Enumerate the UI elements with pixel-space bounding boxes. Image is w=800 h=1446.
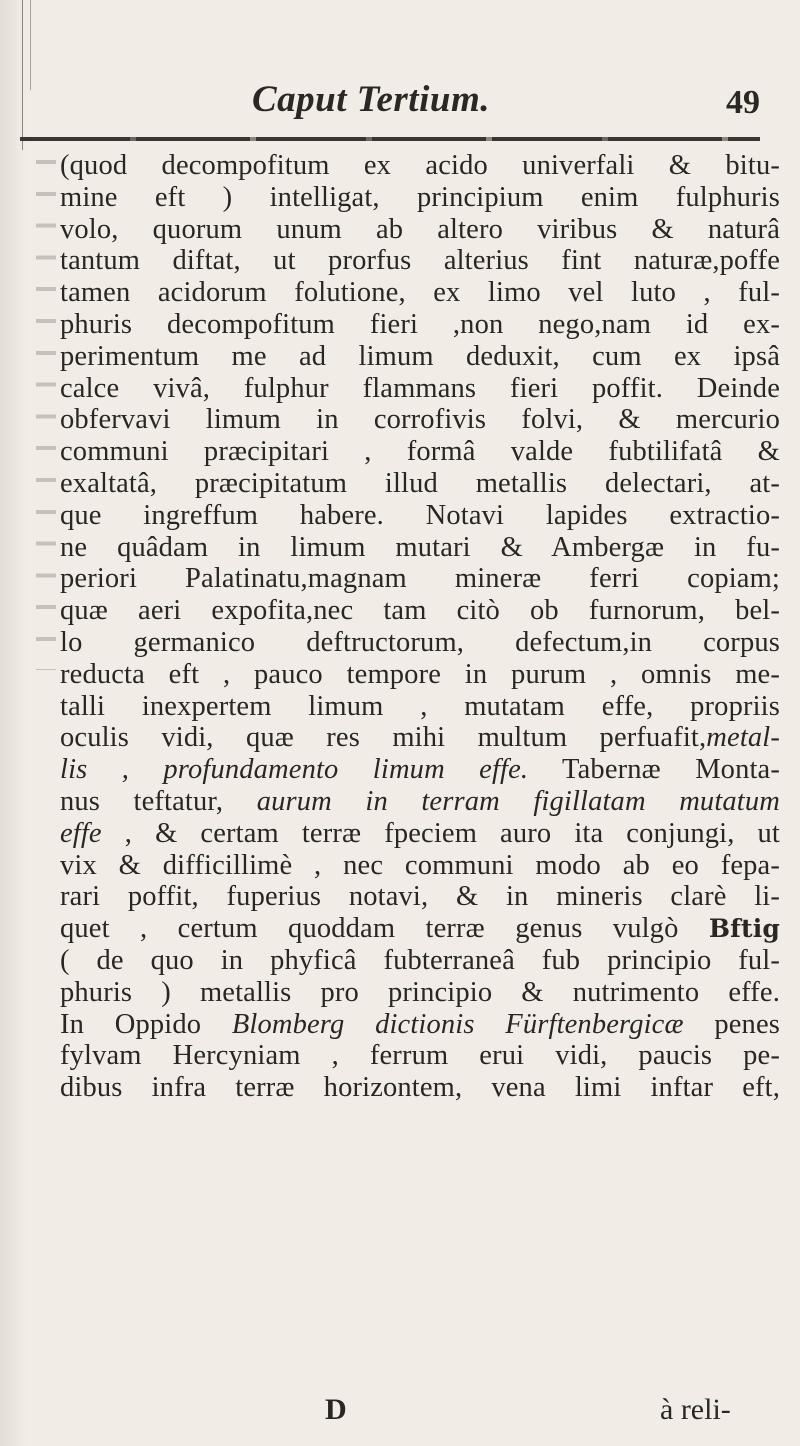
text-line <box>60 1009 780 1041</box>
text-run: penes <box>683 1008 780 1040</box>
text-run: que ingreffum habere. Notavi lapides extractio- <box>60 499 780 531</box>
text-run: ne quâdam in limum mutari & Ambergæ in fu- <box>60 531 780 563</box>
text-line <box>60 754 780 786</box>
text-run: metal- <box>706 722 780 754</box>
text-line <box>60 595 780 627</box>
text-run: lis , profundamento limum effe. <box>60 754 529 786</box>
text-run: fylvam Hercyniam , ferrum erui vidi, paucis pe- <box>60 1040 780 1072</box>
page-number: 49 <box>726 84 760 121</box>
text-line <box>60 245 780 277</box>
page-header <box>40 78 760 138</box>
text-run: ( de quo in phyficâ fubterraneâ fub principio ful- <box>60 944 780 976</box>
catchword: à reli- <box>660 1393 731 1426</box>
body-text <box>60 150 780 1104</box>
text-line <box>60 182 780 214</box>
text-line <box>60 309 780 341</box>
text-line <box>60 436 780 468</box>
text-line <box>60 627 780 659</box>
header-rule <box>20 137 760 141</box>
text-line <box>60 1040 780 1072</box>
text-line <box>60 659 780 691</box>
text-run: Blomberg dictionis Fürftenbergicæ <box>231 1008 684 1040</box>
signature-mark: D <box>325 1393 347 1426</box>
text-line <box>60 500 780 532</box>
text-run: communi præcipitari , formâ valde fubtilifatâ & <box>60 436 780 468</box>
text-line <box>60 277 780 309</box>
text-run: calce vivâ, fulphur flammans fieri poffit. Deinde <box>60 372 780 404</box>
text-run: Tabernæ Monta- <box>528 754 780 786</box>
text-line <box>60 786 780 818</box>
text-line <box>60 404 780 436</box>
text-run: reducta eft , pauco tempore in purum , omnis me- <box>60 658 780 690</box>
running-title: Caput Tertium. <box>252 79 490 120</box>
text-run: vix & difficillimè , nec communi modo ab eo fepa- <box>60 849 780 881</box>
text-line <box>60 977 780 1009</box>
text-run: quæ aeri expofita,nec tam citò ob furnorum, bel- <box>60 595 780 627</box>
text-run: rari poffit, fuperius notavi, & in mineris clarè li- <box>60 881 780 913</box>
text-run: oculis vidi, quæ res mihi multum perfuafit, <box>60 722 707 754</box>
text-run: effe <box>60 817 102 849</box>
text-run: volo, quorum unum ab altero viribus & naturâ <box>60 213 780 245</box>
text-run: lo germanico deftructorum, defectum,in corpus <box>60 626 780 658</box>
text-run: perimentum me ad limum deduxit, cum ex ipsâ <box>60 340 780 372</box>
text-run: aurum in terram figillatam mutatum <box>256 785 780 817</box>
binding-edge-line-inner <box>30 0 31 90</box>
text-line <box>60 1072 780 1104</box>
text-line <box>60 913 780 945</box>
margin-show-through <box>36 150 56 670</box>
text-line <box>60 468 780 500</box>
text-run: (quod decompofitum ex acido univerfali & bitu- <box>60 150 780 181</box>
text-run: phuris ) metallis pro principio & nutrimento effe. <box>60 976 780 1008</box>
text-line <box>60 214 780 246</box>
text-run: tamen acidorum folutione, ex limo vel luto , ful- <box>60 277 780 309</box>
text-line <box>60 881 780 913</box>
text-run: phuris decompofitum fieri ,non nego,nam id ex- <box>60 308 780 340</box>
page-footer <box>50 1393 780 1433</box>
text-line <box>60 722 780 754</box>
text-line <box>60 341 780 373</box>
text-run: , & certam terræ fpeciem auro ita conjungi, ut <box>101 817 780 849</box>
text-run: obfervavi limum in corrofivis folvi, & mercurio <box>60 404 780 436</box>
text-run: nus teftatur, <box>60 785 257 817</box>
text-run: exaltatâ, præcipitatum illud metallis delectari, at- <box>60 467 780 499</box>
text-line <box>60 818 780 850</box>
text-line <box>60 945 780 977</box>
text-run: mine eft ) intelligat, principium enim fulphuris <box>60 181 780 213</box>
binding-edge-line <box>22 0 23 150</box>
text-line <box>60 150 780 182</box>
text-run: Bftig <box>708 914 780 944</box>
text-run: tantum diftat, ut prorfus alterius fint naturæ,poffe <box>60 245 780 277</box>
text-line <box>60 532 780 564</box>
text-run: periori Palatinatu,magnam mineræ ferri copiam; <box>60 563 780 595</box>
text-run: quet , certum quoddam terræ genus vulgò <box>60 913 709 945</box>
text-line <box>60 691 780 723</box>
text-line <box>60 850 780 882</box>
text-run: dibus infra terræ horizontem, vena limi inftar eft, <box>60 1072 780 1104</box>
text-line <box>60 373 780 405</box>
page-gutter <box>0 0 30 1446</box>
text-line <box>60 563 780 595</box>
text-run: In Oppido <box>60 1008 232 1040</box>
text-run: talli inexpertem limum , mutatam effe, propriis <box>60 690 780 722</box>
